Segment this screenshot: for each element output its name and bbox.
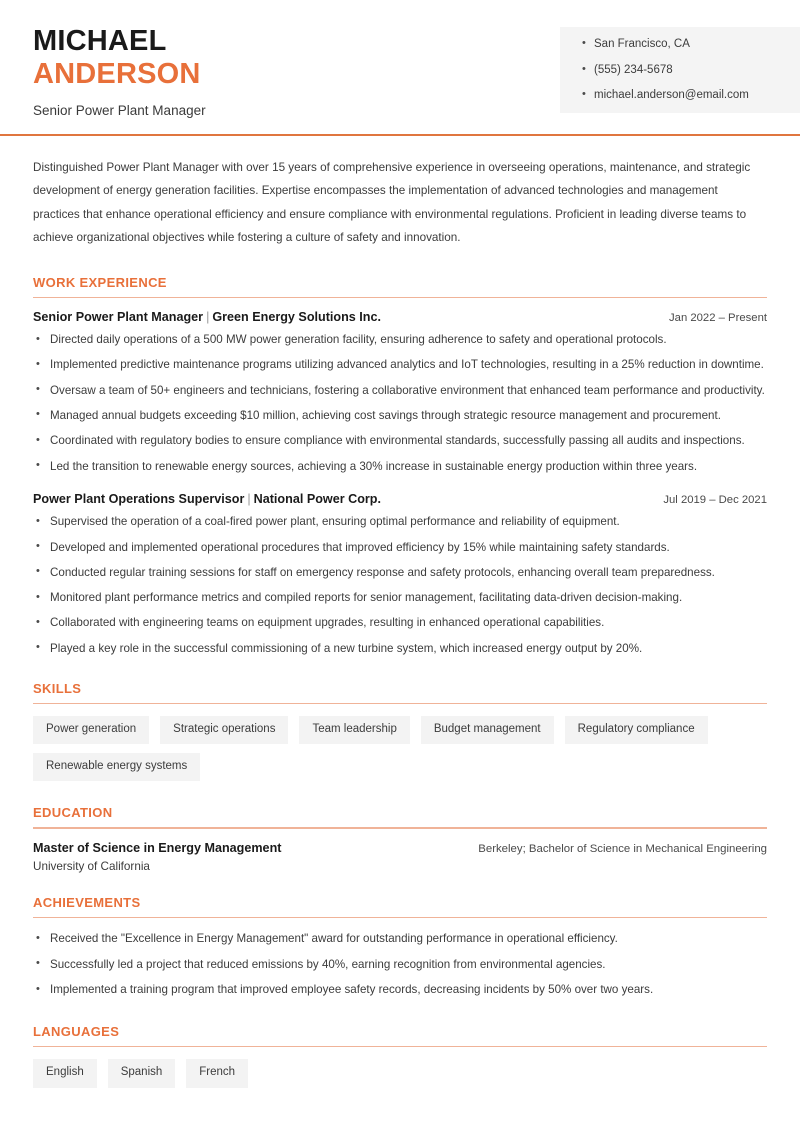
education-degree: Master of Science in Energy Management xyxy=(33,840,282,855)
section-skills xyxy=(33,681,767,782)
bullet-item: • Received the "Excellence in Energy Management" award for outstanding performance in operational efficiency. xyxy=(33,930,767,949)
bullet-item: • Implemented a training program that improved employee safety records, decreasing incidents by 50% over two years. xyxy=(33,981,767,1000)
section-divider xyxy=(33,827,767,829)
education-entry xyxy=(33,841,767,873)
skills-pill-list xyxy=(33,716,767,781)
experience-date-range: Jan 2022 – Present xyxy=(669,312,767,325)
experience-role: Power Plant Operations Supervisor xyxy=(33,492,245,507)
section-title-skills: SKILLS xyxy=(33,680,82,696)
experience-entry xyxy=(33,310,767,476)
languages-pill-list xyxy=(33,1059,767,1087)
last-name: ANDERSON xyxy=(33,58,201,91)
section-divider xyxy=(33,917,767,919)
title-separator: | xyxy=(247,492,251,507)
achievements-bullet-list xyxy=(33,930,767,999)
bullet-item: • Directed daily operations of a 500 MW power generation facility, ensuring adherence to safety and operational protocols. xyxy=(33,331,767,350)
experience-title-line xyxy=(33,310,381,324)
experience-bullet-list xyxy=(33,513,767,658)
experience-role: Senior Power Plant Manager xyxy=(33,310,204,325)
section-languages xyxy=(33,1024,767,1088)
title-separator: | xyxy=(206,310,210,325)
headline-job-title: Senior Power Plant Manager xyxy=(33,102,206,118)
contact-info-box xyxy=(560,27,800,113)
experience-entry xyxy=(33,492,767,658)
bullet-item: • Successfully led a project that reduced emissions by 40%, earning recognition from environmental agencies. xyxy=(33,956,767,975)
education-extra: Berkeley; Bachelor of Science in Mechanical Engineering xyxy=(478,842,767,855)
professional-summary: Distinguished Power Plant Manager with over 15 years of comprehensive experience in overseeing operations, maintenance, and strategic development of energy generation facilities. Expertise encompasses the implementation of advanced technologies and management practices that enhance operational efficiency and ensure compliance with environmental regulations. Proficient in leading diverse teams to achieve organizational objectives while fostering a culture of safety and innovation. xyxy=(33,161,751,245)
section-divider xyxy=(33,1046,767,1048)
section-education xyxy=(33,805,767,873)
skill-pill: Renewable energy systems xyxy=(33,753,200,781)
bullet-item: • Supervised the operation of a coal-fired power plant, ensuring optimal performance and reliability of equipment. xyxy=(33,513,767,532)
experience-entry-header xyxy=(33,310,767,324)
section-divider xyxy=(33,703,767,705)
bullet-item: • Managed annual budgets exceeding $10 million, achieving cost savings through strategic resource management and procurement. xyxy=(33,407,767,426)
skill-pill: Strategic operations xyxy=(160,716,288,744)
section-title-education: EDUCATION xyxy=(33,805,113,821)
skill-pill: Budget management xyxy=(421,716,554,744)
contact-phone: • (555) 234-5678 xyxy=(582,65,800,77)
experience-entry-header xyxy=(33,492,767,506)
contact-list xyxy=(582,39,800,102)
skill-pill: Power generation xyxy=(33,716,149,744)
bullet-item: • Coordinated with regulatory bodies to ensure compliance with environmental standards, successfully passing all audits and inspections. xyxy=(33,432,767,451)
skill-pill: Team leadership xyxy=(299,716,409,744)
experience-company: National Power Corp. xyxy=(253,492,381,507)
section-work-experience xyxy=(33,275,767,659)
language-pill: English xyxy=(33,1059,97,1087)
language-pill: Spanish xyxy=(108,1059,176,1087)
experience-bullet-list xyxy=(33,331,767,476)
bullet-item: • Oversaw a team of 50+ engineers and technicians, fostering a collaborative environment that enhanced team performance and productivity. xyxy=(33,382,767,401)
first-name: MICHAEL xyxy=(33,25,167,57)
experience-title-line xyxy=(33,492,381,506)
header-identity xyxy=(33,26,206,118)
experience-company: Green Energy Solutions Inc. xyxy=(212,310,381,325)
section-title-languages: LANGUAGES xyxy=(33,1023,120,1039)
language-pill: French xyxy=(186,1059,248,1087)
section-achievements xyxy=(33,895,767,1000)
bullet-item: • Conducted regular training sessions for staff on emergency response and safety protocols, enhancing overall team preparedness. xyxy=(33,564,767,583)
section-title-work-experience: WORK EXPERIENCE xyxy=(33,274,167,290)
bullet-item: • Implemented predictive maintenance programs utilizing advanced analytics and IoT technologies, resulting in a 25% reduction in downtime. xyxy=(33,356,767,375)
resume-header xyxy=(0,0,800,135)
bullet-item: • Played a key role in the successful commissioning of a new turbine system, which increased energy output by 20%. xyxy=(33,640,767,659)
skill-pill: Regulatory compliance xyxy=(565,716,708,744)
resume-body xyxy=(0,156,800,1088)
header-divider xyxy=(0,134,800,136)
bullet-item: • Monitored plant performance metrics and compiled reports for senior management, facilitating data-driven decision-making. xyxy=(33,589,767,608)
bullet-item: • Developed and implemented operational procedures that improved efficiency by 15% while maintaining safety standards. xyxy=(33,539,767,558)
contact-email: • michael.anderson@email.com xyxy=(582,90,800,102)
experience-date-range: Jul 2019 – Dec 2021 xyxy=(663,494,767,507)
section-title-achievements: ACHIEVEMENTS xyxy=(33,894,141,910)
education-entry-header xyxy=(33,841,767,855)
education-school: University of California xyxy=(33,859,150,873)
bullet-item: • Led the transition to renewable energy sources, achieving a 30% increase in sustainable energy production within three years. xyxy=(33,458,767,477)
section-divider xyxy=(33,297,767,299)
bullet-item: • Collaborated with engineering teams on equipment upgrades, resulting in enhanced operational capabilities. xyxy=(33,614,767,633)
contact-location: • San Francisco, CA xyxy=(582,39,800,51)
